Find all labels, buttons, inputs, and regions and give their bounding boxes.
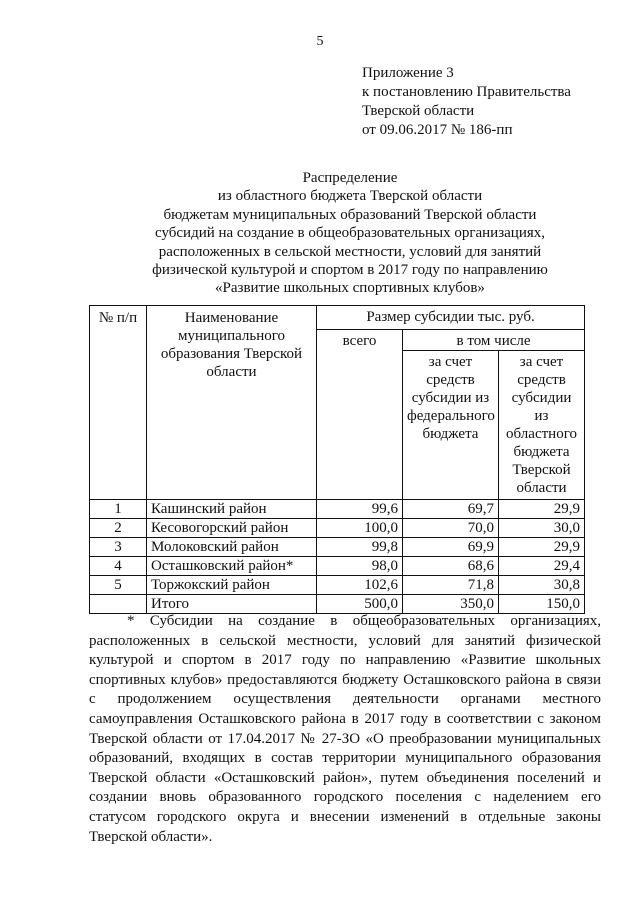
cell-regional: 30,0	[499, 519, 585, 538]
cell-name: Кашинский район	[147, 500, 317, 519]
cell-num: 4	[90, 557, 147, 576]
footnote: * Субсидии на создание в общеобразовательных организациях, расположенных в сельской местности, условий для занятий физической культурой и спортом в 2017 году по направлению «Развитие школьных спортивных клубов» предоставляются бюджету Осташковского района в связи с продолжением осуществления деятельности органами местного самоуправления Осташковского района в 2017 году в соответствии с законом Тверской области от 17.04.2017 № 27-ЗО «О преобразовании муниципальных образований, входящих в состав территории муниципального образования Тверской области «Осташковский район», путем объединения поселений и создании вновь образованного городского поселения с наделением его статусом городского округа и внесении изменений в отдельные законы Тверской области».	[89, 613, 601, 845]
table-row	[90, 519, 585, 538]
cell-federal: 68,6	[403, 557, 499, 576]
appendix-line-4: от 09.06.2017 № 186-пп	[362, 122, 513, 138]
title-line: физической культурой и спортом в 2017 году по направлению	[152, 262, 548, 279]
title-line: бюджетам муниципальных образований Тверской области	[163, 206, 537, 223]
header-total: всего	[317, 330, 403, 500]
header-num: № п/п	[90, 306, 147, 500]
page-number: 5	[316, 34, 324, 49]
header-federal: за счет средств субсидии из федерального бюджета	[403, 351, 499, 500]
cell-federal: 69,9	[403, 538, 499, 557]
title-line: расположенных в сельской местности, условий для занятий	[158, 243, 542, 260]
header-including: в том числе	[403, 330, 585, 351]
cell-name: Итого	[147, 595, 317, 614]
cell-federal: 350,0	[403, 595, 499, 614]
cell-name: Торжокский район	[147, 576, 317, 595]
cell-num: 3	[90, 538, 147, 557]
cell-regional: 30,8	[499, 576, 585, 595]
cell-total: 500,0	[317, 595, 403, 614]
cell-name: Молоковский район	[147, 538, 317, 557]
table-row	[90, 500, 585, 519]
title-line: субсидий на создание в общеобразовательных организациях,	[154, 225, 545, 242]
cell-name: Кесовогорский район	[147, 519, 317, 538]
cell-federal: 69,7	[403, 500, 499, 519]
table-row	[90, 538, 585, 557]
cell-num: 5	[90, 576, 147, 595]
table-total-row	[90, 595, 585, 614]
header-amount: Размер субсидии тыс. руб.	[317, 306, 585, 330]
appendix-line-2: к постановлению Правительства	[362, 84, 571, 100]
cell-federal: 71,8	[403, 576, 499, 595]
title-line: Распределение	[302, 170, 398, 186]
cell-total: 99,6	[317, 500, 403, 519]
appendix-line-3: Тверской области	[362, 103, 475, 119]
appendix-block	[362, 64, 571, 140]
cell-regional: 29,9	[499, 500, 585, 519]
table-row	[90, 576, 585, 595]
header-name: Наименование муниципального образования Тверской области	[147, 306, 317, 500]
cell-num: 2	[90, 519, 147, 538]
document-title	[100, 169, 600, 298]
cell-name: Осташковский район*	[147, 557, 317, 576]
cell-federal: 70,0	[403, 519, 499, 538]
title-line: «Развитие школьных спортивных клубов»	[215, 280, 485, 297]
subsidy-table	[89, 305, 585, 614]
appendix-line-1: Приложение 3	[362, 65, 454, 81]
cell-total: 102,6	[317, 576, 403, 595]
cell-total: 100,0	[317, 519, 403, 538]
cell-num	[90, 595, 147, 614]
title-line: из областного бюджета Тверской области	[217, 188, 483, 205]
cell-num: 1	[90, 500, 147, 519]
cell-total: 99,8	[317, 538, 403, 557]
table-header-row	[90, 306, 585, 330]
cell-regional: 29,9	[499, 538, 585, 557]
table-row	[90, 557, 585, 576]
cell-regional: 150,0	[499, 595, 585, 614]
cell-regional: 29,4	[499, 557, 585, 576]
header-regional: за счет средств субсидии из областного бюджета Тверской области	[499, 351, 585, 500]
cell-total: 98,0	[317, 557, 403, 576]
